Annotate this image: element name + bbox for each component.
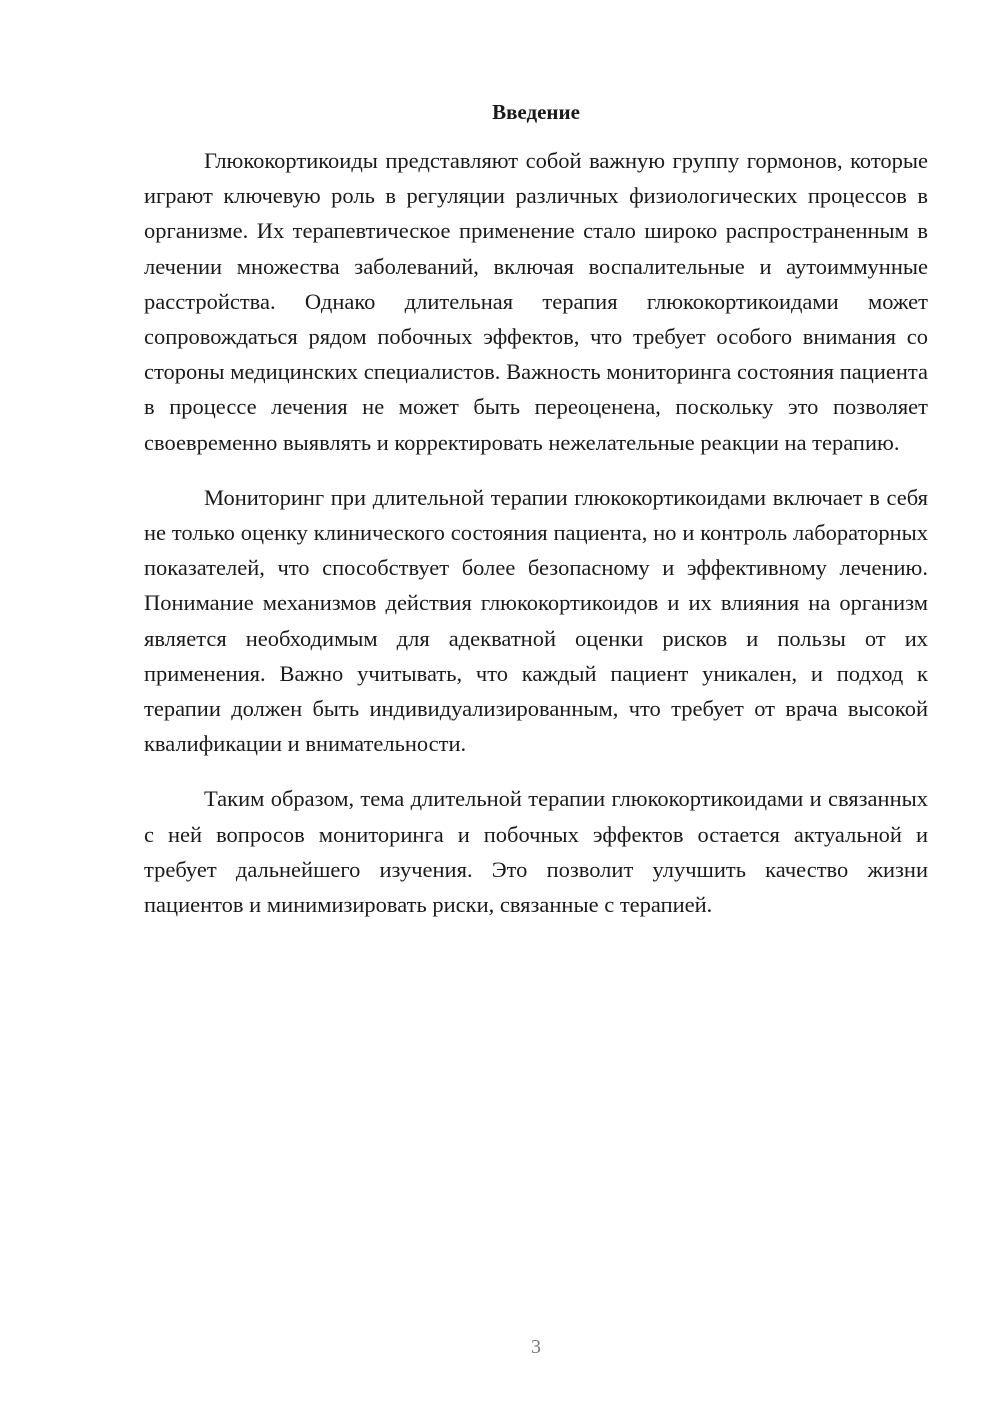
page-number: 3 (531, 1336, 541, 1358)
page-title: Введение (492, 100, 580, 124)
paragraph-conclusion: Таким образом, тема длительной терапии глюкокортикоидами и связанных с ней вопросов мониторинга и побочных эффектов остается актуальной и требует дальнейшего изучения. Это позволит улучшить качество жизни пациентов и минимизировать риски, связанные с терапией. (144, 786, 928, 918)
document-body (144, 143, 928, 922)
paragraph-monitoring: Мониторинг при длительной терапии глюкокортикоидами включает в себя не только оценку клинического состояния пациента, но и контроль лабораторных показателей, что способствует более безопасному и эффективному лечению. Понимание механизмов действия глюкокортикоидов и их влияния на организм является необходимым для адекватной оценки рисков и пользы от их применения. Важно учитывать, что каждый пациент уникален, и подход к терапии должен быть индивидуализированным, что требует от врача высокой квалификации и внимательности. (144, 484, 928, 757)
paragraph-intro: Глюкокортикоиды представляют собой важную группу гормонов, которые играют ключевую роль в регуляции различных физиологических процессов в организме. Их терапевтическое применение стало широко распространенным в лечении множества заболеваний, включая воспалительные и аутоиммунные расстройства. Однако длительная терапия глюкокортикоидами может сопровождаться рядом побочных эффектов, что требует особого внимания со стороны медицинских специалистов. Важность мониторинга состояния пациента в процессе лечения не может быть переоценена, поскольку это позволяет своевременно выявлять и корректировать нежелательные реакции на терапию. (144, 148, 928, 455)
